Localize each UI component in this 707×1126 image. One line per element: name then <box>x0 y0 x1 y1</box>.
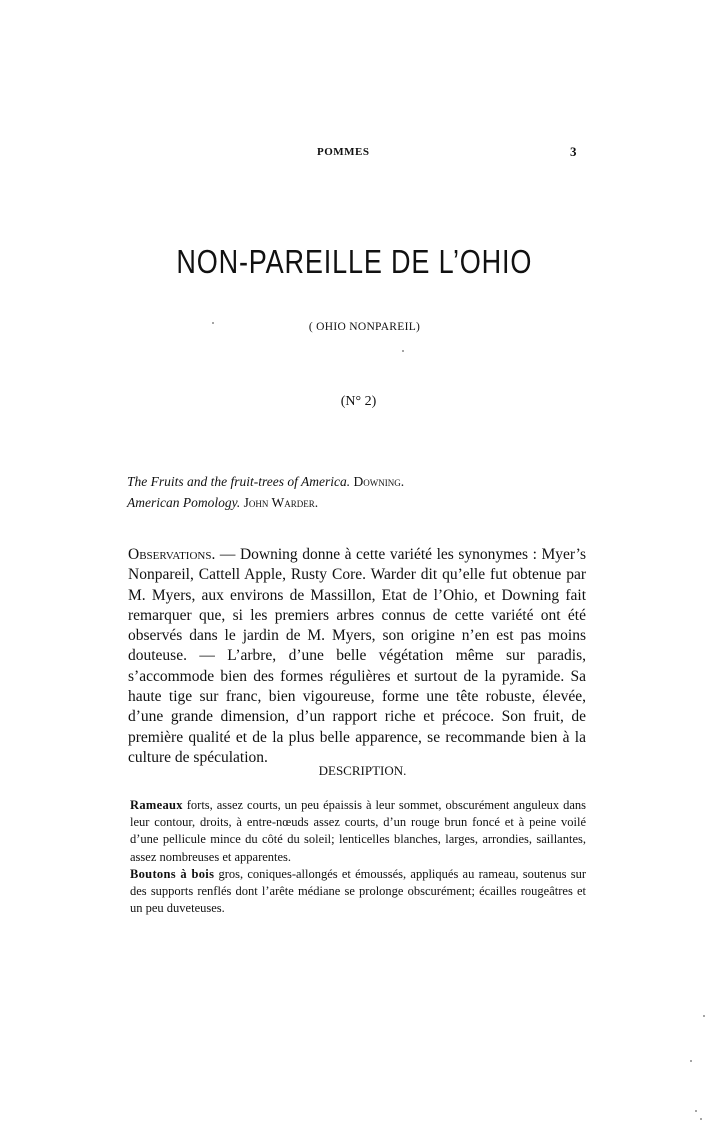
subtitle: ( OHIO NONPAREIL) <box>308 321 421 333</box>
scan-speck <box>402 350 404 352</box>
running-head: POMMES <box>317 146 370 158</box>
observations-paragraph <box>128 545 586 768</box>
scan-speck <box>700 1118 702 1120</box>
reference-author: John Warder. <box>243 495 319 510</box>
observations-text: — Downing donne à cette variété les synonymes : Myer’s Nonpareil, Cattell Apple, Rusty Core. Warder dit qu’elle fut obtenue par M. Myers, aux environs de Massillon, Etat de l’Ohio, et Downing fait remarquer que, si les premiers arbres connus de cette variété ont été observés dans le jardin de M. Myers, son origine n’en est pas moins douteuse. — L’arbre, d’une belle végétation même sur paradis, s’accommode bien des formes régulières et surtout de la pyramide. Sa haute tige sur franc, bien vigoureuse, forme une tête robuste, élevée, d’une grande dimension, d’un rapport riche et précoce. Son fruit, de première qualité et de la plus belle apparence, se recommande bien à la culture de spéculation. <box>128 546 586 766</box>
description-paragraph <box>130 866 586 918</box>
description-term: Boutons à bois <box>130 866 215 881</box>
references <box>127 471 404 513</box>
page-number: 3 <box>570 144 577 159</box>
reference-item <box>127 492 404 513</box>
description-heading: DESCRIPTION. <box>318 763 407 778</box>
variety-number: (N° 2) <box>340 394 377 409</box>
description-text: forts, assez courts, un peu épaissis à leur sommet, obscurément anguleux dans leur contour, droits, à entre-nœuds assez courts, d’un rouge brun foncé et à peine voilé d’une pellicule mince du côté du soleil; lenticelles blanches, larges, arrondies, saillantes, assez nombreuses et apparentes. <box>130 798 586 864</box>
scan-speck <box>690 1060 692 1062</box>
observations-label: Observations. <box>128 546 216 563</box>
description-body <box>130 797 586 917</box>
reference-author: Downing. <box>353 474 405 489</box>
scan-speck <box>695 1110 697 1112</box>
description-text: gros, coniques-allongés et émoussés, appliqués au rameau, soutenus sur des supports renflés dont l’arête médiane se prolonge obscurément; écailles rougeâtres et un peu duveteuses. <box>130 866 586 916</box>
scan-speck <box>703 1015 705 1017</box>
page-title: NON-PAREILLE DE L’OHIO <box>176 243 533 280</box>
description-paragraph <box>130 797 586 866</box>
reference-work: The Fruits and the fruit-trees of America. <box>127 474 351 489</box>
reference-work: American Pomology. <box>127 495 241 510</box>
reference-item <box>127 471 404 492</box>
scan-speck <box>212 322 214 324</box>
description-term: Rameaux <box>130 798 183 812</box>
